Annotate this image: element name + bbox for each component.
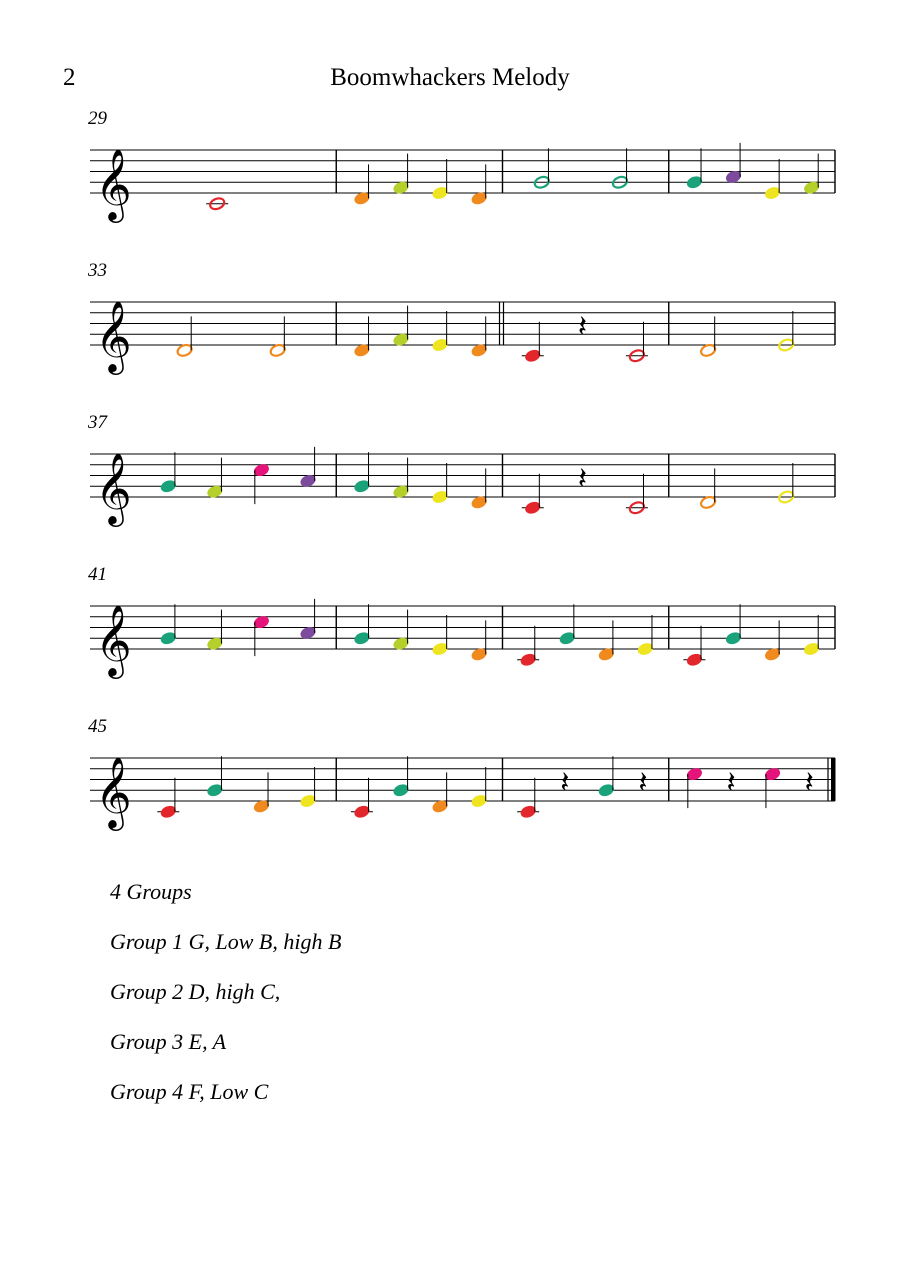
staff-system <box>88 716 836 831</box>
page-number: 2 <box>63 64 76 91</box>
staff-system <box>87 412 835 527</box>
note-head <box>524 348 541 363</box>
staff-system <box>87 260 835 375</box>
final-barline <box>831 758 836 801</box>
staff-system <box>88 108 835 223</box>
note-head <box>431 490 448 505</box>
note-head <box>392 783 409 798</box>
group-notes <box>110 880 341 1130</box>
note-head <box>206 783 223 798</box>
note-head <box>160 479 177 494</box>
group-line-2: Group 2 D, high C, <box>110 979 281 1004</box>
note-head <box>431 642 448 657</box>
quarter-rest-icon: 𝄽 <box>804 765 814 801</box>
treble-clef-icon: 𝄞 <box>95 603 132 676</box>
measure-number: 37 <box>88 412 107 433</box>
group-line-4: Group 4 F, Low C <box>110 1079 269 1104</box>
note-head <box>431 186 448 201</box>
note-head <box>353 479 370 494</box>
note-head <box>686 652 703 667</box>
note-head <box>637 642 654 657</box>
note-head <box>299 794 316 809</box>
quarter-rest-icon: 𝄽 <box>560 765 570 801</box>
measure-number: 33 <box>88 260 107 281</box>
note-head <box>803 642 820 657</box>
note-head <box>686 175 703 190</box>
note-head <box>598 783 615 798</box>
group-line-1: Group 1 G, Low B, high B <box>110 929 342 954</box>
note-head <box>353 631 370 646</box>
quarter-rest-icon: 𝄽 <box>638 765 648 801</box>
quarter-rest-icon: 𝄽 <box>577 309 587 345</box>
treble-clef-icon: 𝄞 <box>95 451 132 524</box>
note-head <box>160 631 177 646</box>
staff-system <box>88 564 835 679</box>
note-head <box>431 338 448 353</box>
note-head <box>520 804 537 819</box>
treble-clef-icon: 𝄞 <box>95 299 132 372</box>
page-title: Boomwhackers Melody <box>330 64 570 91</box>
note-head <box>524 500 541 515</box>
group-line-3: Group 3 E, A <box>110 1029 227 1054</box>
quarter-rest-icon: 𝄽 <box>577 461 587 497</box>
groups-heading: 4 Groups <box>110 879 192 904</box>
note-head <box>520 652 537 667</box>
note-head <box>725 631 742 646</box>
note-head <box>353 804 370 819</box>
note-head <box>764 186 781 201</box>
quarter-rest-icon: 𝄽 <box>726 765 736 801</box>
note-head <box>470 794 487 809</box>
treble-clef-icon: 𝄞 <box>95 147 132 220</box>
note-head <box>559 631 576 646</box>
measure-number: 45 <box>88 716 107 737</box>
measure-number: 41 <box>88 564 107 585</box>
measure-number: 29 <box>88 108 107 129</box>
note-head <box>160 804 177 819</box>
treble-clef-icon: 𝄞 <box>95 755 132 828</box>
